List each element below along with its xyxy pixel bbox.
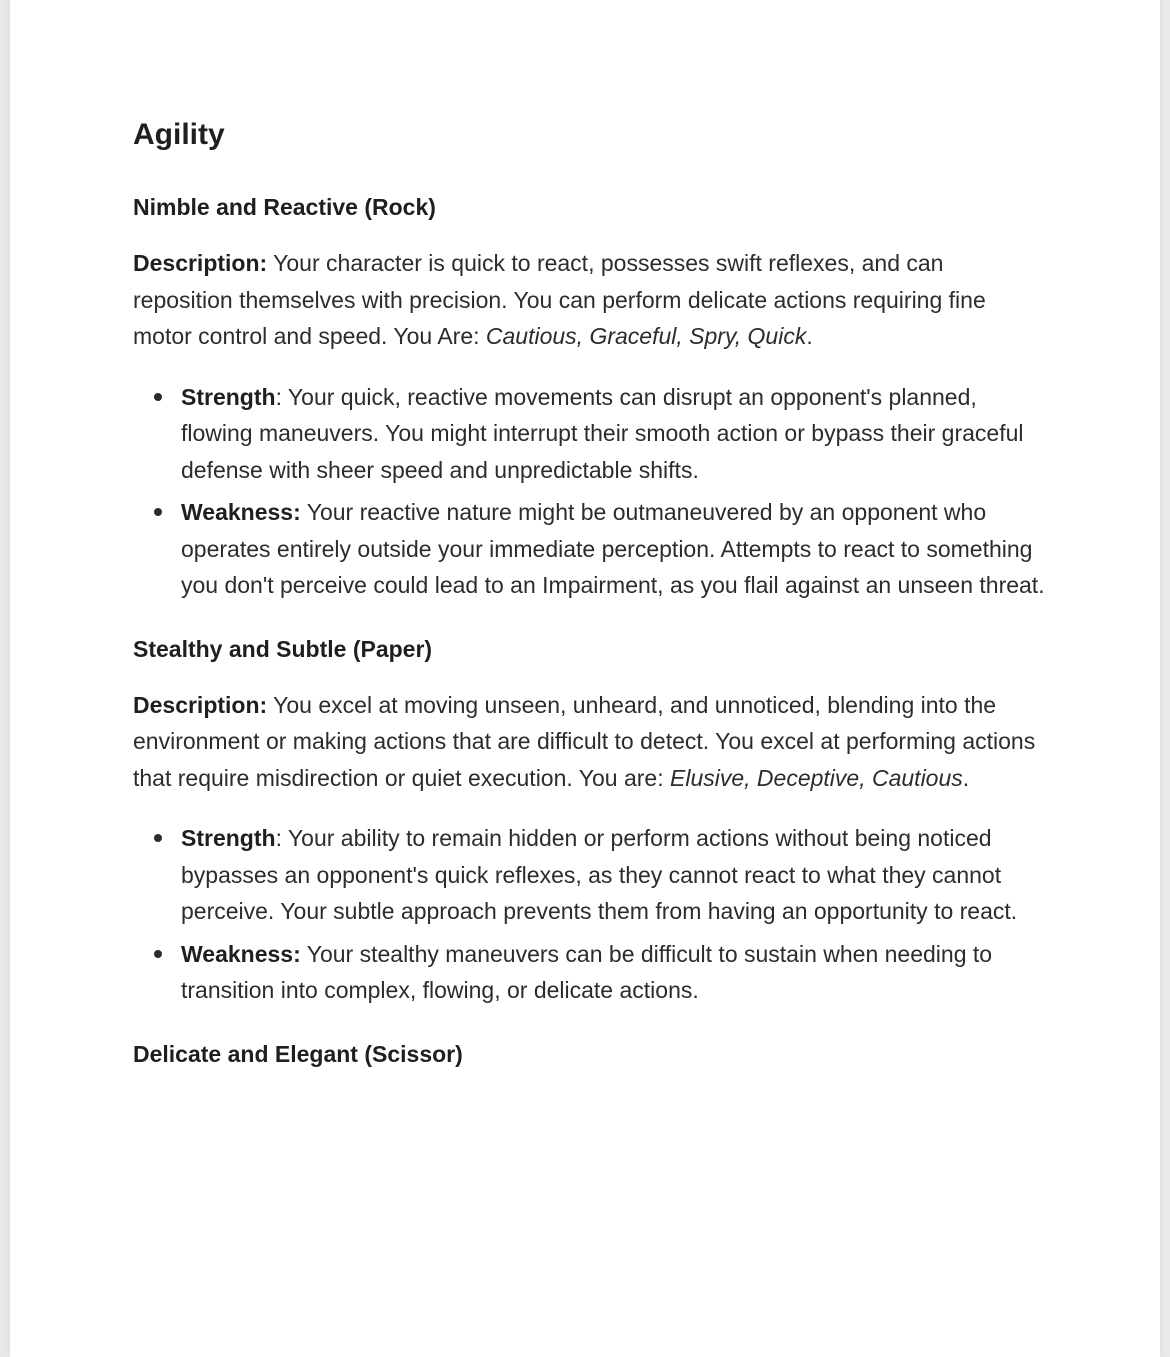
weakness-label: Weakness: (181, 499, 301, 525)
section-heading-rock: Nimble and Reactive (Rock) (133, 194, 436, 220)
description-end: . (962, 764, 970, 791)
list-item-strength (133, 379, 1045, 489)
section-heading-paper: Stealthy and Subtle (Paper) (133, 635, 433, 662)
description-label: Description: (133, 691, 268, 718)
description-text: Your character is quick to react, possesses swift reflexes, and can reposition themselves with precision. You can perform delicate actions requiring fine motor control and speed. You Are: (133, 250, 986, 349)
traits-list-rock (133, 379, 1045, 604)
weakness-text: Your stealthy maneuvers can be difficult to sustain when needing to transition into complex, flowing, or delicate actions. (181, 940, 993, 1003)
section-description-paper (133, 687, 1045, 797)
list-item-weakness (133, 936, 1045, 1009)
bullet-icon (154, 393, 162, 401)
bullet-icon (154, 834, 162, 842)
bullet-icon (154, 508, 162, 516)
description-label: Description: (133, 250, 268, 276)
list-item-strength (133, 820, 1045, 930)
document-page (10, 0, 1160, 1357)
strength-text: : Your quick, reactive movements can disrupt an opponent's planned, flowing maneuvers. You might interrupt their smooth action or bypass their graceful defense with sheer speed and unpredictable shifts. (181, 383, 1024, 483)
bullet-icon (154, 950, 162, 958)
description-end: . (806, 323, 813, 349)
strength-label: Strength (181, 825, 276, 851)
document-content (133, 113, 1045, 1092)
section-description-rock (133, 245, 1045, 355)
description-traits: Elusive, Deceptive, Cautious (670, 764, 963, 791)
weakness-text: Your reactive nature might be outmaneuvered by an opponent who operates entirely outside your immediate perception. Attempts to react to something you don't perceive could lead to an Impairment, as you flail against an unseen threat. (181, 499, 1045, 598)
description-traits: Cautious, Graceful, Spry, Quick (485, 323, 807, 349)
weakness-label: Weakness: (181, 940, 301, 967)
page-title: Agility (133, 118, 225, 151)
strength-label: Strength (181, 383, 276, 410)
traits-list-paper (133, 820, 1045, 1009)
strength-text: : Your ability to remain hidden or perform actions without being noticed bypasses an opponent's quick reflexes, as they cannot react to what they cannot perceive. Your subtle approach prevents them from having an opportunity to react. (181, 825, 1018, 924)
section-heading-scissor: Delicate and Elegant (Scissor) (133, 1040, 463, 1067)
description-text: You excel at moving unseen, unheard, and unnoticed, blending into the environment or making actions that are difficult to detect. You excel at performing actions that require misdirection or quiet execution. You are: (133, 691, 1036, 791)
list-item-weakness (133, 494, 1045, 604)
